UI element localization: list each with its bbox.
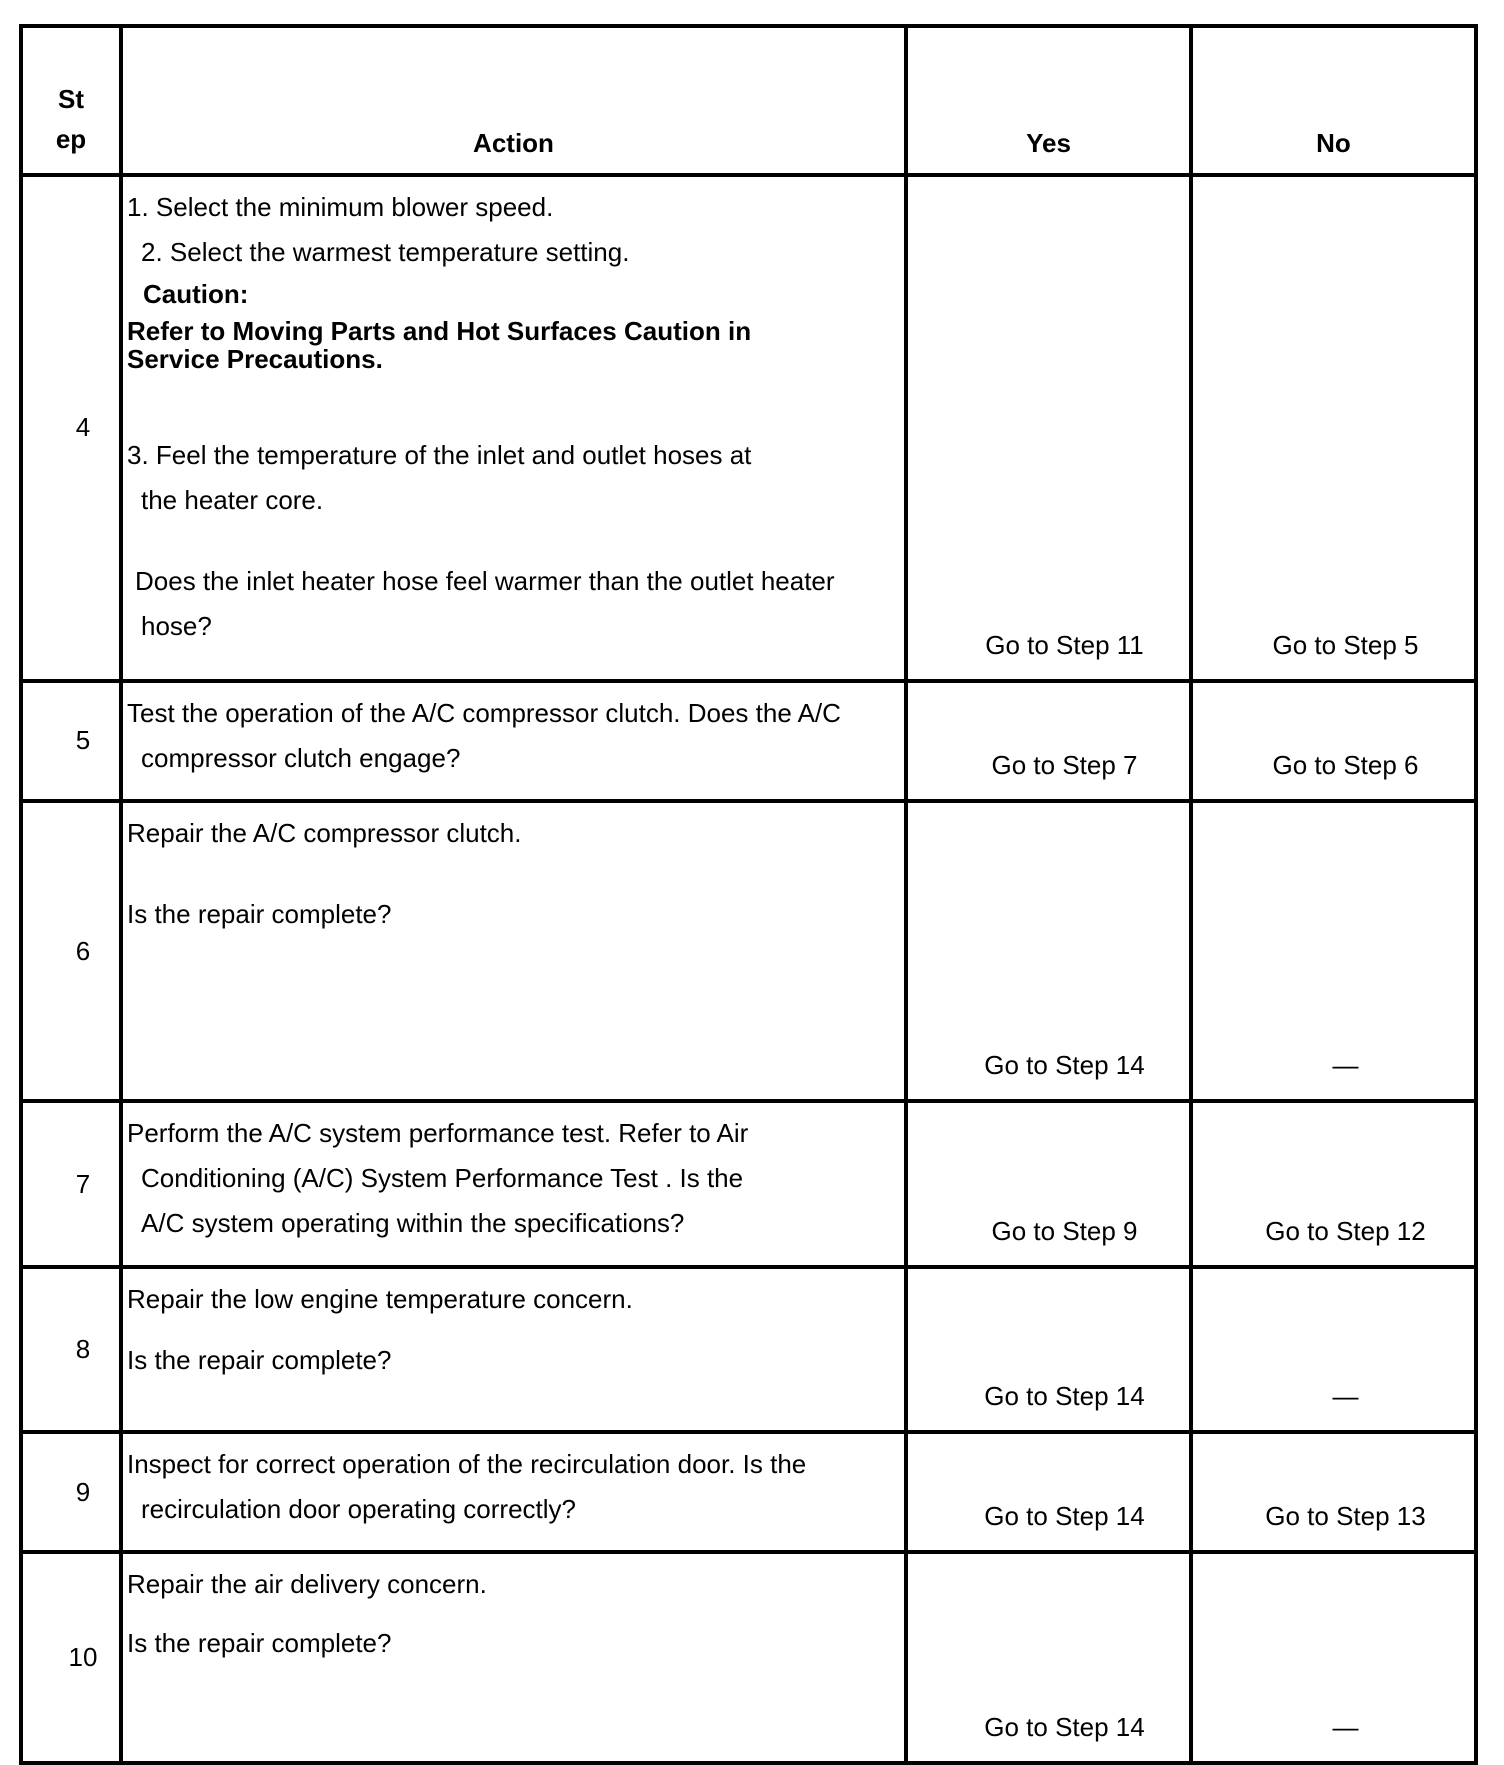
header-step-line1: St [58, 84, 84, 115]
caution-text [127, 317, 900, 373]
no-cell: Go to Step 13 [1191, 1432, 1476, 1552]
action-question-line-2: hose? [141, 611, 212, 642]
action-item-1: 1. Select the minimum blower speed. [127, 192, 554, 223]
action-item-3-line-2: the heater core. [141, 485, 324, 516]
action-line-2: compressor clutch engage? [141, 742, 461, 773]
table-row-step-6 [21, 801, 1476, 1102]
yes-cell: Go to Step 14 [906, 1267, 1191, 1432]
action-question-line-1: Does the inlet heater hose feel warmer than the outlet heater [135, 566, 835, 597]
action-cell [121, 1552, 906, 1763]
action-line-2: Conditioning (A/C) System Performance Test . Is the [141, 1163, 744, 1194]
yes-cell: Go to Step 14 [906, 801, 1191, 1102]
table-row-step-5 [21, 681, 1476, 801]
table-row-step-7 [21, 1101, 1476, 1266]
action-line-2: recirculation door operating correctly? [141, 1494, 576, 1525]
yes-cell: Go to Step 7 [906, 681, 1191, 801]
action-line-3: A/C system operating within the specifications? [141, 1208, 685, 1239]
header-step-line2: ep [55, 124, 87, 155]
action-line-2: Is the repair complete? [127, 898, 392, 929]
yes-cell: Go to Step 9 [906, 1101, 1191, 1266]
action-line-1: Repair the air delivery concern. [127, 1569, 487, 1600]
caution-title: Caution: [143, 279, 249, 310]
no-cell: — [1191, 1267, 1476, 1432]
action-line-1: Repair the low engine temperature concern. [127, 1283, 633, 1314]
action-item-2: 2. Select the warmest temperature setting. [141, 237, 630, 268]
no-cell: Go to Step 5 [1191, 175, 1476, 680]
table-row-step-4 [21, 175, 1476, 680]
action-line-1: Perform the A/C system performance test. Refer to Air [127, 1118, 749, 1149]
header-yes: Yes [906, 26, 1191, 175]
step-number: 4 [21, 175, 121, 680]
header-step [21, 26, 121, 175]
step-number: 6 [21, 801, 121, 1102]
header-action: Action [121, 26, 906, 175]
step-number: 10 [21, 1552, 121, 1763]
action-cell [121, 1101, 906, 1266]
table-row-step-9 [21, 1432, 1476, 1552]
action-line-1: Test the operation of the A/C compressor clutch. Does the A/C [127, 697, 841, 728]
no-cell: Go to Step 12 [1191, 1101, 1476, 1266]
action-item-3-line-1: 3. Feel the temperature of the inlet and outlet hoses at [127, 440, 752, 471]
step-number: 8 [21, 1267, 121, 1432]
caution-line-1: Refer to Moving Parts and Hot Surfaces Caution in [127, 316, 752, 347]
yes-cell: Go to Step 11 [906, 175, 1191, 680]
step-number: 5 [21, 681, 121, 801]
action-cell [121, 681, 906, 801]
action-line-1: Inspect for correct operation of the recirculation door. Is the [127, 1449, 807, 1480]
no-cell: Go to Step 6 [1191, 681, 1476, 801]
action-cell [121, 801, 906, 1102]
header-row [21, 26, 1476, 175]
diagnostic-table [19, 24, 1478, 1765]
action-cell [121, 175, 906, 680]
table-row-step-10 [21, 1552, 1476, 1763]
action-line-2: Is the repair complete? [127, 1344, 392, 1375]
yes-cell: Go to Step 14 [906, 1432, 1191, 1552]
action-cell [121, 1267, 906, 1432]
step-number: 7 [21, 1101, 121, 1266]
caution-line-2: Service Precautions. [127, 344, 383, 375]
action-line-2: Is the repair complete? [127, 1628, 392, 1659]
yes-cell: Go to Step 14 [906, 1552, 1191, 1763]
step-number: 9 [21, 1432, 121, 1552]
no-cell: — [1191, 801, 1476, 1102]
no-cell: — [1191, 1552, 1476, 1763]
action-line-1: Repair the A/C compressor clutch. [127, 817, 522, 848]
table-row-step-8 [21, 1267, 1476, 1432]
action-cell [121, 1432, 906, 1552]
header-no: No [1191, 26, 1476, 175]
